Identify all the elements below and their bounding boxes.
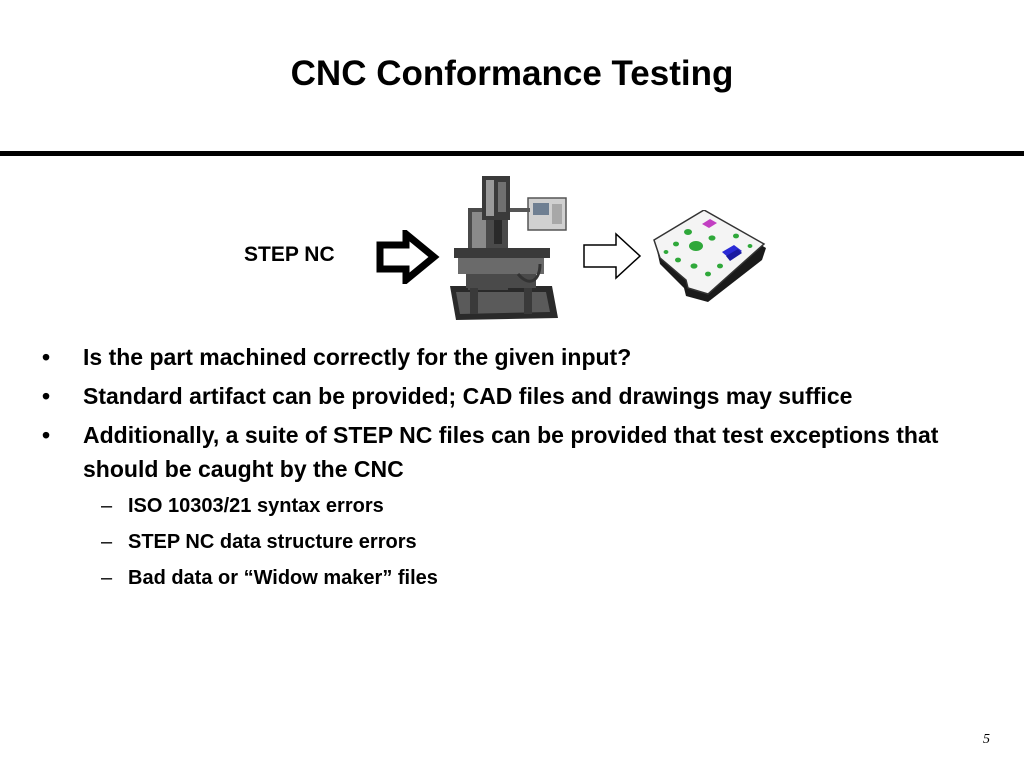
sub-bullet-text: ISO 10303/21 syntax errors <box>128 495 384 517</box>
step-nc-label: STEP NC <box>244 243 335 266</box>
sub-bullet-item <box>83 492 982 520</box>
dash-marker: – <box>101 531 113 553</box>
page-number: 5 <box>983 732 990 747</box>
sub-bullet-list <box>83 492 982 592</box>
dash-marker: – <box>101 567 113 589</box>
sub-bullet-text: Bad data or “Widow maker” files <box>128 567 438 589</box>
slide-title: CNC Conformance Testing <box>290 54 734 93</box>
bullet-text: Standard artifact can be provided; CAD files and drawings may suffice <box>83 383 853 409</box>
outline-arrow-right-icon <box>582 232 644 285</box>
title-divider <box>0 151 1024 156</box>
machined-part-image <box>650 210 770 307</box>
sub-bullet-item <box>83 564 982 592</box>
bullet-text: Additionally, a suite of STEP NC files can be provided that test exceptions that should be caught by the CNC <box>83 422 939 482</box>
bold-arrow-right-icon <box>374 230 440 289</box>
sub-bullet-item <box>83 528 982 556</box>
bullet-marker: • <box>42 344 51 370</box>
bullet-marker: • <box>42 422 51 448</box>
bullet-marker: • <box>42 383 51 409</box>
bullet-item <box>42 340 982 374</box>
sub-bullet-text: STEP NC data structure errors <box>128 531 417 553</box>
dash-marker: – <box>101 495 113 517</box>
bullet-item <box>42 418 982 592</box>
bullet-item <box>42 379 982 413</box>
cnc-milling-machine-image <box>440 168 575 333</box>
bullet-text: Is the part machined correctly for the given input? <box>83 344 632 370</box>
bullet-list <box>42 340 982 600</box>
